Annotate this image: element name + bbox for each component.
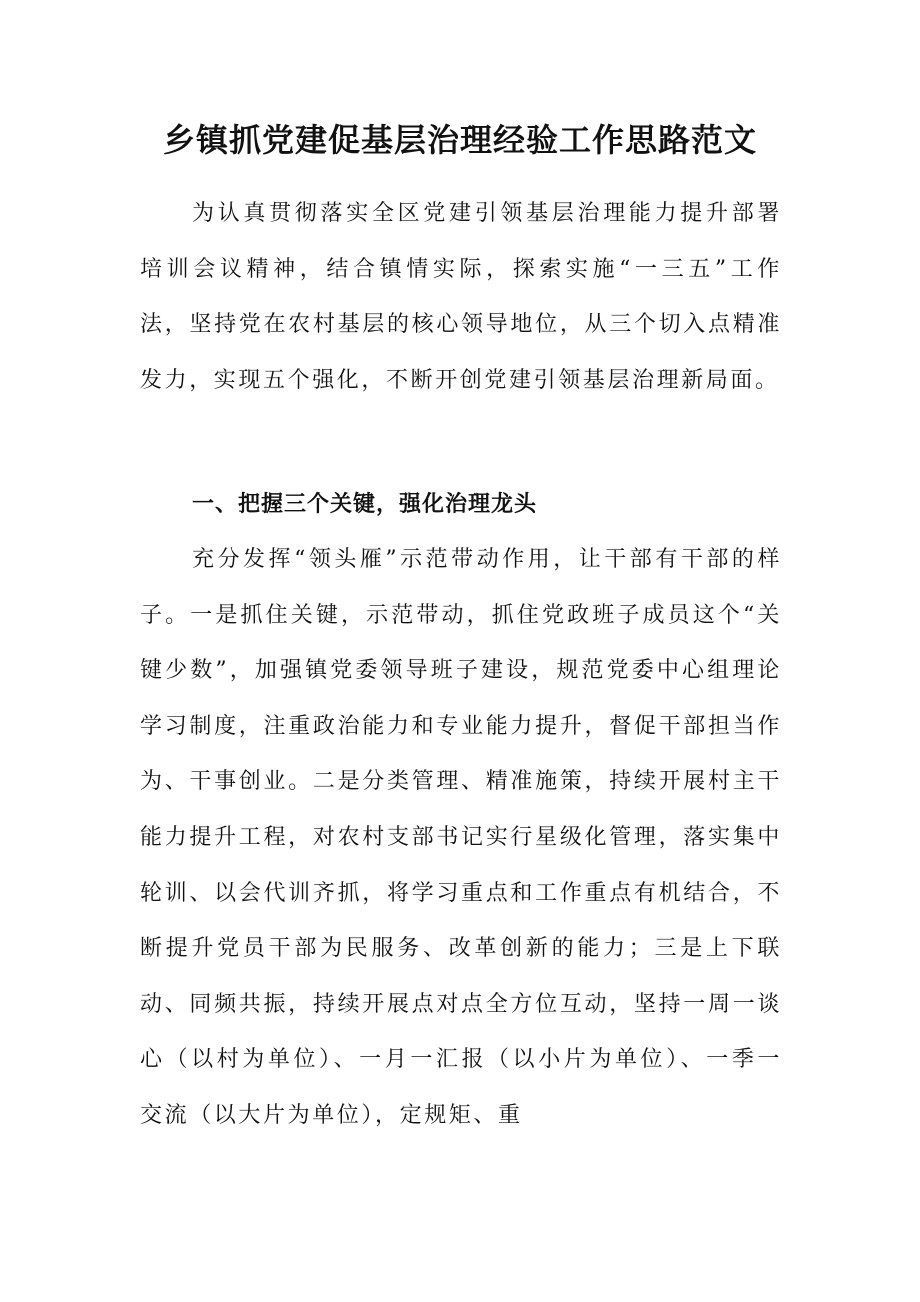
- intro-paragraph: 为认真贯彻落实全区党建引领基层治理能力提升部署培训会议精神，结合镇情实际，探索实施“一三五”工作法，坚持党在农村基层的核心领导地位，从三个切入点精准发力，实现五个强化，不断开创党建引领基层治理新局面。: [140, 201, 782, 393]
- document-title: 乡镇抓党建促基层治理经验工作思路范文: [162, 121, 757, 159]
- section-heading: 一、把握三个关键，强化治理龙头: [192, 492, 538, 517]
- section-body-paragraph: 充分发挥“领头雁”示范带动作用，让干部有干部的样子。一是抓住关键，示范带动，抓住党政班子成员这个“关键少数”，加强镇党委领导班子建设，规范党委中心组理论学习制度，注重政治能力和专业能力提升，督促干部担当作为、干事创业。二是分类管理、精准施策，持续开展村主干能力提升工程，对农村支部书记实行星级化管理，落实集中轮训、以会代训齐抓，将学习重点和工作重点有机结合，不断提升党员干部为民服务、改革创新的能力；三是上下联动、同频共振，持续开展点对点全方位互动，坚持一周一谈心（以村为单位）、一月一汇报（以小片为单位）、一季一交流（以大片为单位），定规矩、重: [140, 547, 782, 1128]
